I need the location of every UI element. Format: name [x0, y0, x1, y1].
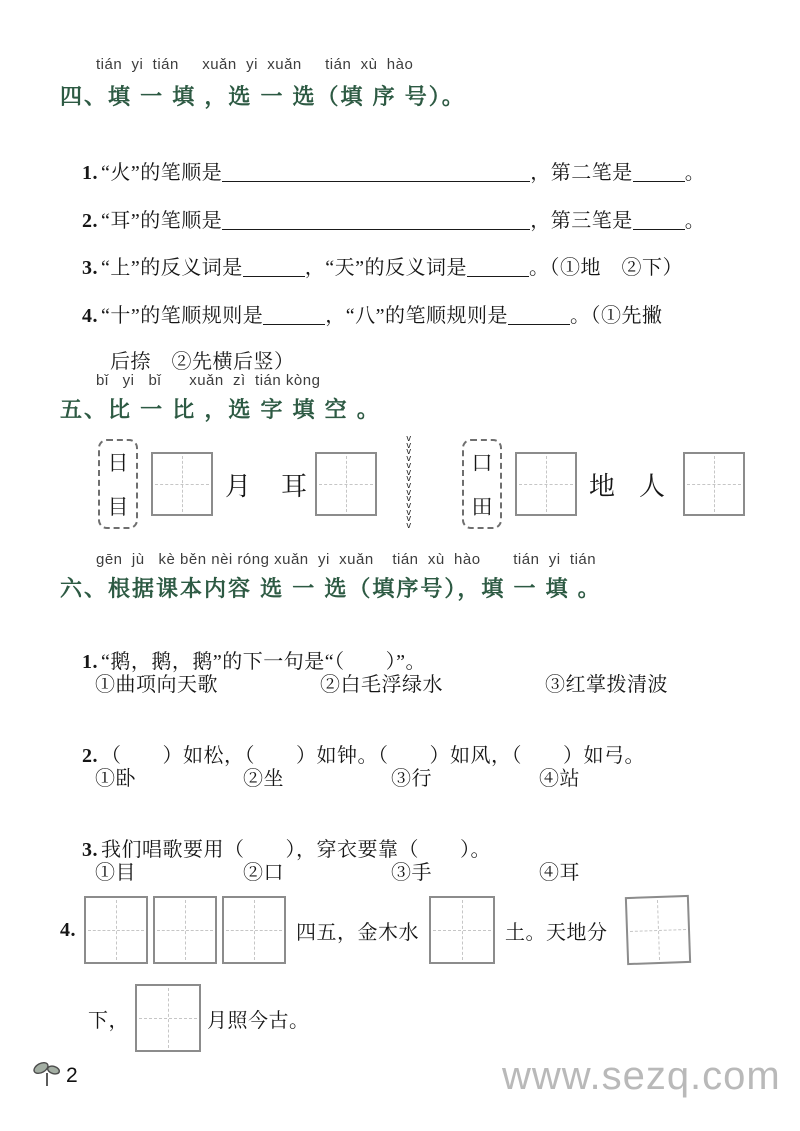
question-text: ，“八”的笔顺规则是: [325, 305, 509, 327]
question-text: “鹅，鹅，鹅”的下一句是“（ ）”。: [101, 651, 427, 673]
section6-question-4-line2: [88, 984, 310, 1052]
question-text: ，第三笔是: [530, 210, 633, 232]
question-number: 4.: [60, 918, 76, 941]
question-number: 2.: [82, 745, 98, 767]
option[interactable]: ①曲项向天歌: [95, 674, 218, 696]
writing-grid[interactable]: [222, 896, 286, 964]
option[interactable]: ①卧: [95, 768, 136, 790]
compare-character: 耳: [281, 471, 308, 501]
watermark: www.sezq.com: [502, 1054, 781, 1098]
question-text: 。（①先撇: [570, 305, 663, 327]
answer-blank[interactable]: [633, 161, 685, 182]
answer-blank[interactable]: [243, 256, 305, 277]
option[interactable]: ②口: [243, 862, 284, 884]
question-number: 3.: [82, 257, 98, 279]
choice-character[interactable]: 口: [471, 451, 493, 475]
question-text: （ ）如松，（ ）如钟。（ ）如风，（ ）如弓。: [101, 745, 645, 767]
writing-grid[interactable]: [429, 896, 495, 964]
question-number: 3.: [82, 839, 98, 861]
answer-blank[interactable]: [633, 209, 685, 230]
option[interactable]: ④耳: [539, 862, 580, 884]
question-text: 。: [684, 210, 706, 232]
answer-blank[interactable]: [467, 256, 529, 277]
option[interactable]: ④站: [539, 768, 580, 790]
dotted-divider: vvvvvvvvvvvvvv: [406, 434, 412, 532]
question-text: 。（①地 ②下）: [529, 257, 684, 279]
question-text: 后捺 ②先横后竖）: [110, 351, 295, 373]
section6-pinyin: gēn jù kè běn nèi róng xuǎn yi xuǎn tián xù hào tián yi tián: [96, 551, 597, 568]
section5-title: 五、比 一 比 ，选 字 填 空 。: [60, 397, 381, 422]
compare-character: 人: [639, 471, 666, 501]
choice-character[interactable]: 田: [471, 495, 493, 519]
section6-title: 六、根据课本内容 选 一 选（填序号），填 一 填 。: [60, 576, 602, 601]
writing-grid[interactable]: [515, 452, 577, 516]
writing-grid[interactable]: [624, 895, 690, 965]
question-text: “耳”的笔顺是: [101, 210, 223, 232]
question-number: 2.: [82, 210, 98, 232]
section4-pinyin: tián yi tián xuǎn yi xuǎn tián xù hào: [96, 56, 414, 73]
option[interactable]: ②坐: [243, 768, 284, 790]
question-text: 土。天地分: [505, 921, 608, 944]
compare-character: 地: [589, 471, 616, 501]
option[interactable]: ③红掌拨清波: [545, 674, 668, 696]
section5-pinyin: bǐ yi bǐ xuǎn zì tián kòng: [96, 372, 321, 389]
question-text: 。: [684, 162, 706, 184]
writing-grid[interactable]: [151, 452, 213, 516]
question-number: 4.: [82, 305, 98, 327]
choice-box: [98, 439, 138, 529]
question-text: 下，: [88, 1009, 129, 1032]
section6-question-1-options: [95, 668, 770, 697]
question-text: ，“天”的反义词是: [304, 257, 468, 279]
writing-grid[interactable]: [683, 452, 745, 516]
page-number: 2: [66, 1064, 78, 1087]
answer-blank[interactable]: [222, 209, 530, 230]
choice-character[interactable]: 目: [107, 495, 129, 519]
sprout-icon: [32, 1058, 62, 1093]
section5-right-group: [462, 438, 745, 530]
compare-character: 月: [225, 471, 252, 501]
section6-question-3-options: [95, 856, 687, 885]
question-text: “上”的反义词是: [101, 257, 243, 279]
question-number: 1.: [82, 162, 98, 184]
section5-left-group: [98, 438, 377, 530]
question-number: 1.: [82, 651, 98, 673]
question-text: 月照今古。: [207, 1009, 310, 1032]
section6-question-2-options: [95, 762, 687, 791]
question-text: 我们唱歌要用（ ），穿衣要靠（ ）。: [101, 839, 491, 861]
option[interactable]: ③手: [391, 862, 432, 884]
option[interactable]: ③行: [391, 768, 432, 790]
question-text: “十”的笔顺规则是: [101, 305, 264, 327]
section6-question-4-line1: [60, 896, 690, 964]
writing-grid[interactable]: [135, 984, 201, 1052]
writing-grid[interactable]: [315, 452, 377, 516]
option[interactable]: ②白毛浮绿水: [320, 674, 443, 696]
question-text: “火”的笔顺是: [101, 162, 223, 184]
answer-blank[interactable]: [508, 304, 570, 325]
writing-grid[interactable]: [84, 896, 148, 964]
section4-title: 四、填 一 填 ，选 一 选（填 序 号）。: [60, 84, 466, 109]
writing-grid[interactable]: [153, 896, 217, 964]
question-text: ，第二笔是: [530, 162, 633, 184]
choice-character[interactable]: 日: [107, 451, 129, 475]
answer-blank[interactable]: [222, 161, 530, 182]
question-text: 四五，金木水: [296, 921, 419, 944]
option[interactable]: ①目: [95, 862, 136, 884]
choice-box: [462, 439, 502, 529]
